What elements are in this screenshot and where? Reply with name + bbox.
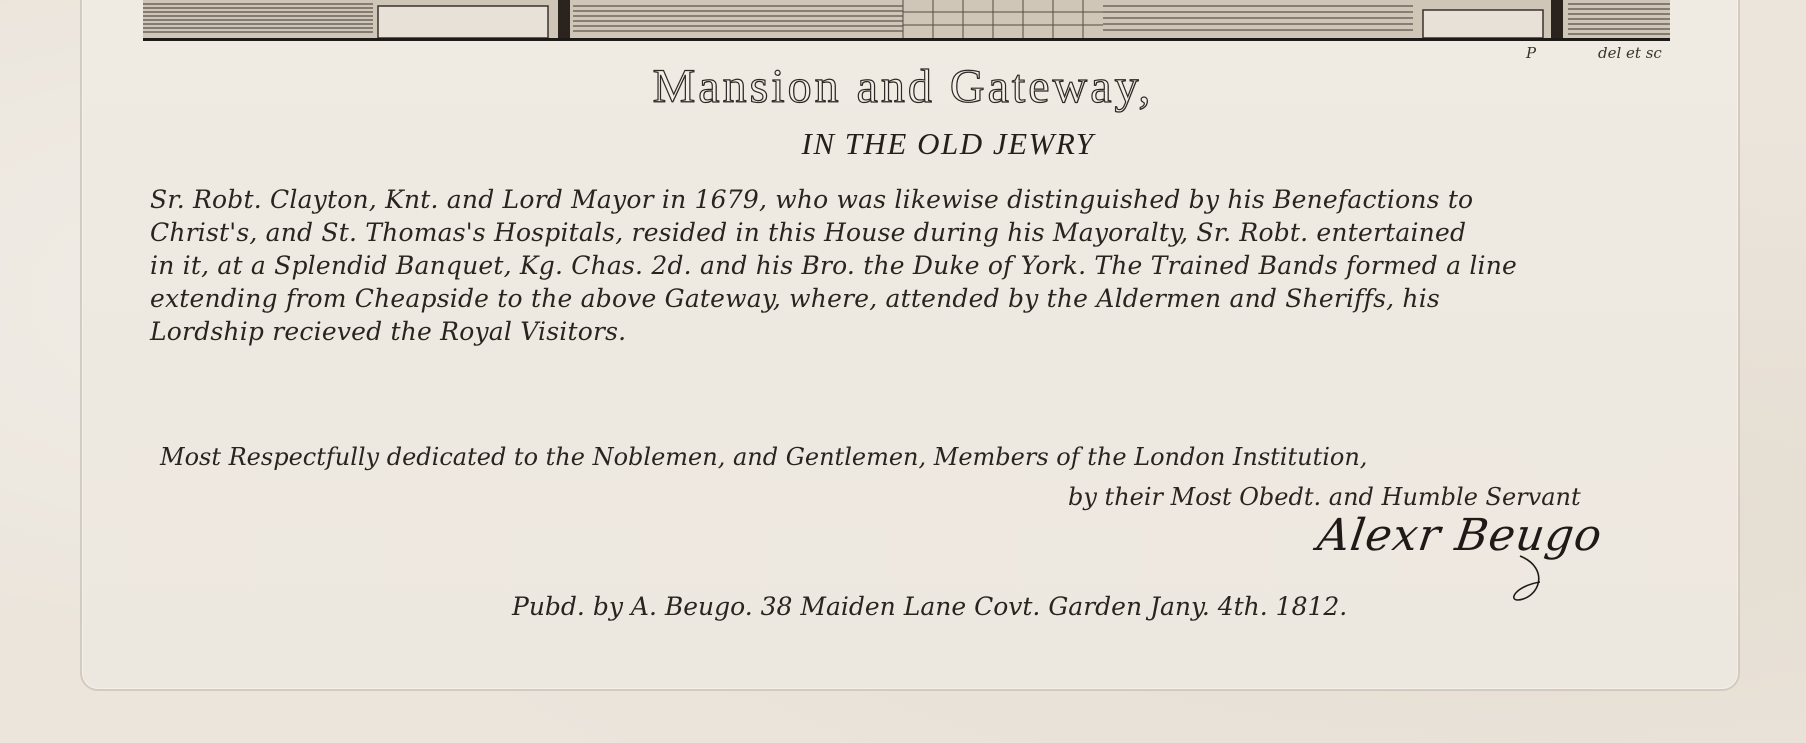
description-line: in it, at a Splendid Banquet, Kg. Chas. 2d. and his Bro. the Duke of York. The Trained Bands formed a line: [150, 251, 1518, 280]
print-title: Mansion and Gateway,: [652, 60, 1154, 113]
description-line: Christ's, and St. Thomas's Hospitals, resided in this House during his Mayoralty, Sr. Robt. entertained: [150, 218, 1467, 247]
engraving-image-bottom-edge: [143, 0, 1670, 41]
signature-flourish: [1510, 548, 1600, 608]
description-line: Lordship recieved the Royal Visitors.: [150, 317, 627, 346]
description-paragraph: [150, 183, 1650, 348]
publication-imprint: Pubd. by A. Beugo. 38 Maiden Lane Covt. Garden Jany. 4th. 1812.: [512, 592, 1348, 621]
engraving-hatching: [143, 0, 1670, 38]
artist-initial: P: [1526, 44, 1537, 62]
artist-credit: del et sc: [1598, 44, 1662, 62]
description-line: extending from Cheapside to the above Gateway, where, attended by the Aldermen and Sheriffs, his: [150, 284, 1440, 313]
dedication-line: Most Respectfully dedicated to the Noblemen, and Gentlemen, Members of the London Institution,: [160, 443, 1368, 471]
print-subtitle: IN THE OLD JEWRY: [801, 126, 1095, 161]
servant-line: by their Most Obedt. and Humble Servant: [1068, 483, 1581, 511]
description-line: Sr. Robt. Clayton, Knt. and Lord Mayor in 1679, who was likewise distinguished by his Benefactions to: [150, 185, 1474, 214]
signature: Alexr Beugo: [1314, 510, 1606, 561]
